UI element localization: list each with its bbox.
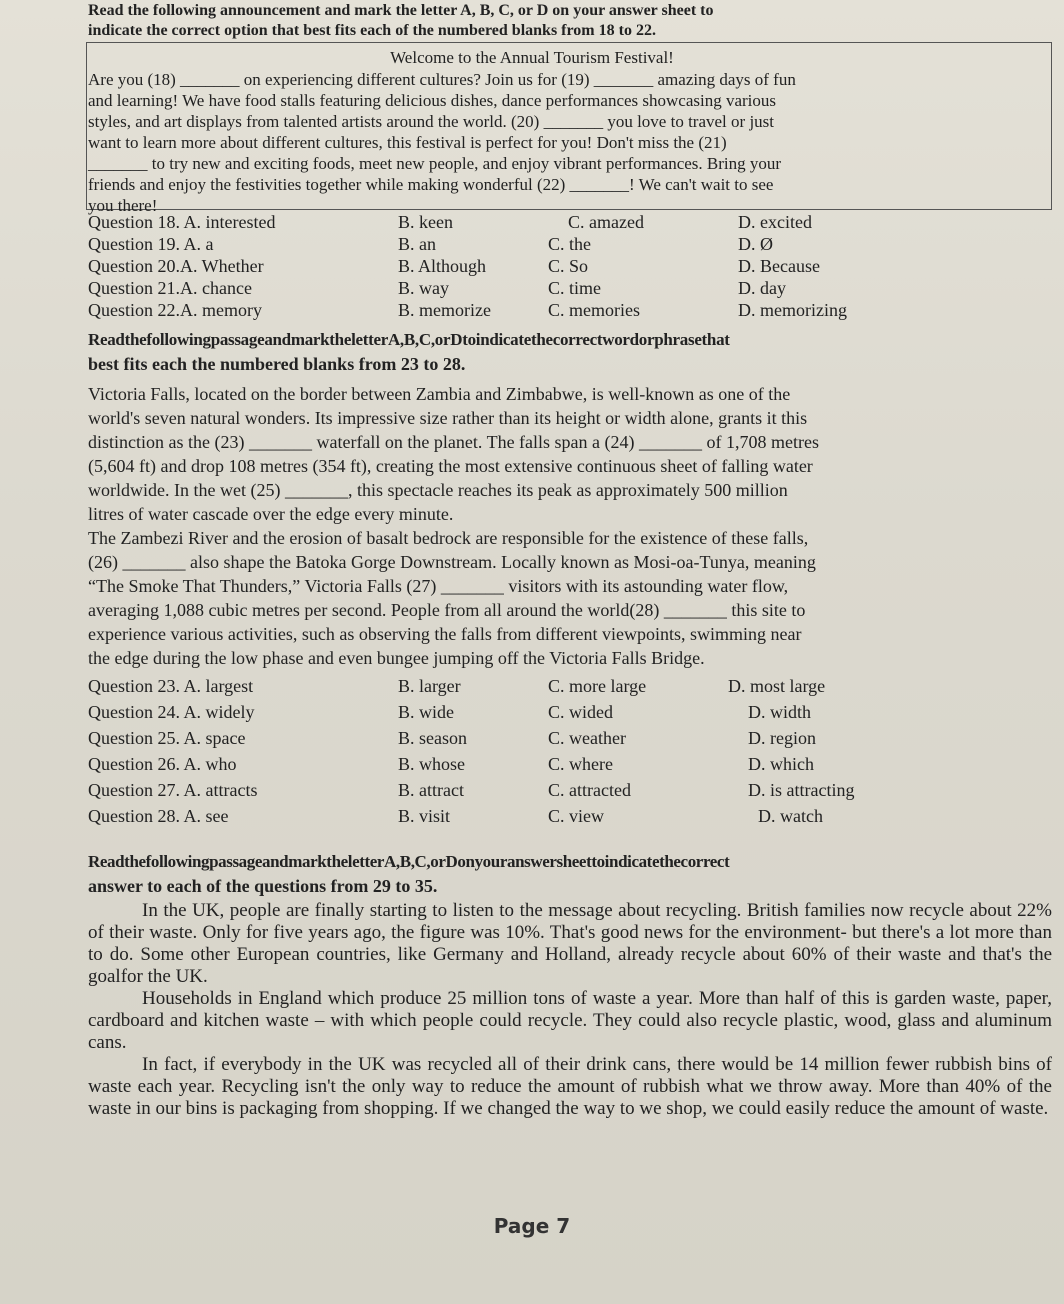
passage-line: litres of water cascade over the edge every minute. xyxy=(88,504,454,524)
question-row-26 xyxy=(88,754,1048,776)
option-b: B. way xyxy=(398,278,449,298)
question-label: Question 24. A. widely xyxy=(88,702,255,722)
option-d: D. memorizing xyxy=(738,300,847,320)
option-b: B. larger xyxy=(398,676,461,696)
question-label: Question 26. A. who xyxy=(88,754,237,774)
question-row-25 xyxy=(88,728,1048,750)
question-label: Question 22.A. memory xyxy=(88,300,262,320)
question-row-23 xyxy=(88,676,1048,698)
passage-line: worldwide. In the wet (25) _______, this spectacle reaches its peak as approximately 500 million xyxy=(88,480,788,500)
question-row-19 xyxy=(88,234,1048,256)
option-c: C. attracted xyxy=(548,780,631,800)
question-label: Question 27. A. attracts xyxy=(88,780,258,800)
section2-instruction-line1: ReadthefollowingpassageandmarktheletterA,B,C,orDtoindicatethecorrectwordorphrasethat xyxy=(88,330,730,349)
passage-line: averaging 1,088 cubic metres per second. People from all around the world(28) _______ this site to xyxy=(88,600,806,620)
passage-line: distinction as the (23) _______ waterfall on the planet. The falls span a (24) _______ of 1,708 metres xyxy=(88,432,819,452)
option-b: B. keen xyxy=(398,212,453,232)
question-row-21 xyxy=(88,278,1048,300)
option-b: B. whose xyxy=(398,754,465,774)
announcement-line: Are you (18) _______ on experiencing different cultures? Join us for (19) _______ amazing days of fun xyxy=(88,70,796,89)
section3-instruction-line2: answer to each of the questions from 29 to 35. xyxy=(88,876,438,896)
option-d: D. most large xyxy=(728,676,826,696)
recycling-paragraph-1: In the UK, people are finally starting to listen to the message about recycling. British families now recycle about 22% of their waste. Only for five years ago, the figure was 10%. That's good news for the environment- but there's a lot more than to do. Some other European countries, like Germany and Holland, already recycle about 60% of their waste and that's the goalfor the UK. xyxy=(88,900,1052,987)
option-c: C. the xyxy=(548,234,591,254)
question-label: Question 20.A. Whether xyxy=(88,256,264,276)
passage-line: (5,604 ft) and drop 108 metres (354 ft), creating the most extensive continuous sheet of falling water xyxy=(88,456,813,476)
question-label: Question 25. A. space xyxy=(88,728,246,748)
option-d: D. watch xyxy=(758,806,823,826)
question-row-24 xyxy=(88,702,1048,724)
recycling-paragraph-3: In fact, if everybody in the UK was recycled all of their drink cans, there would be 14 million fewer rubbish bins of waste each year. Recycling isn't the only way to reduce the amount of rubbish what we throw away. More than 40% of the waste in our bins is packaging from shopping. If we changed the way to we shop, we could easily reduce the amount of waste. xyxy=(88,1054,1052,1119)
option-b: B. an xyxy=(398,234,436,254)
announcement-line: you there! xyxy=(88,196,158,215)
option-c: C. amazed xyxy=(568,212,644,232)
passage-line: Victoria Falls, located on the border between Zambia and Zimbabwe, is well-known as one of the xyxy=(88,384,791,404)
option-d: D. day xyxy=(738,278,786,298)
section3-instruction-line1: ReadthefollowingpassageandmarktheletterA,B,C,orDonyouranswersheettoindicatethecorrect xyxy=(88,852,730,871)
question-label: Question 19. A. a xyxy=(88,234,214,254)
option-c: C. where xyxy=(548,754,613,774)
question-row-28 xyxy=(88,806,1048,828)
option-c: C. memories xyxy=(548,300,640,320)
passage-line: (26) _______ also shape the Batoka Gorge Downstream. Locally known as Mosi-oa-Tunya, meaning xyxy=(88,552,816,572)
section1-instruction-line1: Read the following announcement and mark the letter A, B, C, or D on your answer sheet to xyxy=(88,2,714,19)
announcement-line: styles, and art displays from talented artists around the world. (20) _______ you love to travel or just xyxy=(88,112,775,131)
option-d: D. is attracting xyxy=(748,780,855,800)
option-b: B. season xyxy=(398,728,467,748)
announcement-line: _______ to try new and exciting foods, meet new people, and enjoy vibrant performances. Bring your xyxy=(88,154,782,173)
option-c: C. weather xyxy=(548,728,626,748)
section2-instruction-line2: best fits each the numbered blanks from 23 to 28. xyxy=(88,354,466,374)
passage-line: “The Smoke That Thunders,” Victoria Falls (27) _______ visitors with its astounding water flow, xyxy=(88,576,789,596)
announcement-line: want to learn more about different cultures, this festival is perfect for you! Don't miss the (21) xyxy=(88,133,727,152)
option-c: C. So xyxy=(548,256,589,276)
announcement-line: friends and enjoy the festivities together while making wonderful (22) _______! We can't wait to see xyxy=(88,175,774,194)
option-c: C. more large xyxy=(548,676,647,696)
option-d: D. Because xyxy=(738,256,820,276)
option-b: B. Although xyxy=(398,256,487,276)
passage-line: experience various activities, such as observing the falls from different viewpoints, swimming near xyxy=(88,624,802,644)
page-number: Page 7 xyxy=(493,1214,571,1238)
passage-line: The Zambezi River and the erosion of basalt bedrock are responsible for the existence of these falls, xyxy=(88,528,809,548)
recycling-passage xyxy=(88,900,1052,1120)
section1-instruction-line2: indicate the correct option that best fits each of the numbered blanks from 18 to 22. xyxy=(88,22,656,39)
announcement-title: Welcome to the Annual Tourism Festival! xyxy=(390,48,674,67)
option-b: B. attract xyxy=(398,780,464,800)
option-c: C. time xyxy=(548,278,601,298)
question-label: Question 18. A. interested xyxy=(88,212,276,232)
question-row-22 xyxy=(88,300,1048,322)
option-d: D. which xyxy=(748,754,814,774)
option-b: B. wide xyxy=(398,702,454,722)
option-c: C. wided xyxy=(548,702,613,722)
option-b: B. memorize xyxy=(398,300,491,320)
option-d: D. region xyxy=(748,728,816,748)
recycling-paragraph-2: Households in England which produce 25 million tons of waste a year. More than half of this is garden waste, paper, cardboard and kitchen waste – with which people could recycle. They could also recycle plastic, wood, glass and aluminum cans. xyxy=(88,988,1052,1053)
question-label: Question 28. A. see xyxy=(88,806,229,826)
option-d: D. excited xyxy=(738,212,812,232)
passage-line: world's seven natural wonders. Its impressive size rather than its height or width alone, grants it this xyxy=(88,408,808,428)
question-row-27 xyxy=(88,780,1048,802)
option-b: B. visit xyxy=(398,806,451,826)
question-label: Question 23. A. largest xyxy=(88,676,254,696)
option-d: D. width xyxy=(748,702,811,722)
option-d: D. Ø xyxy=(738,234,773,254)
question-row-20 xyxy=(88,256,1048,278)
option-c: C. view xyxy=(548,806,604,826)
announcement-line: and learning! We have food stalls featuring delicious dishes, dance performances showcasing various xyxy=(88,91,777,110)
question-row-18 xyxy=(88,212,1048,234)
question-label: Question 21.A. chance xyxy=(88,278,252,298)
passage-line: the edge during the low phase and even bungee jumping off the Victoria Falls Bridge. xyxy=(88,648,705,668)
